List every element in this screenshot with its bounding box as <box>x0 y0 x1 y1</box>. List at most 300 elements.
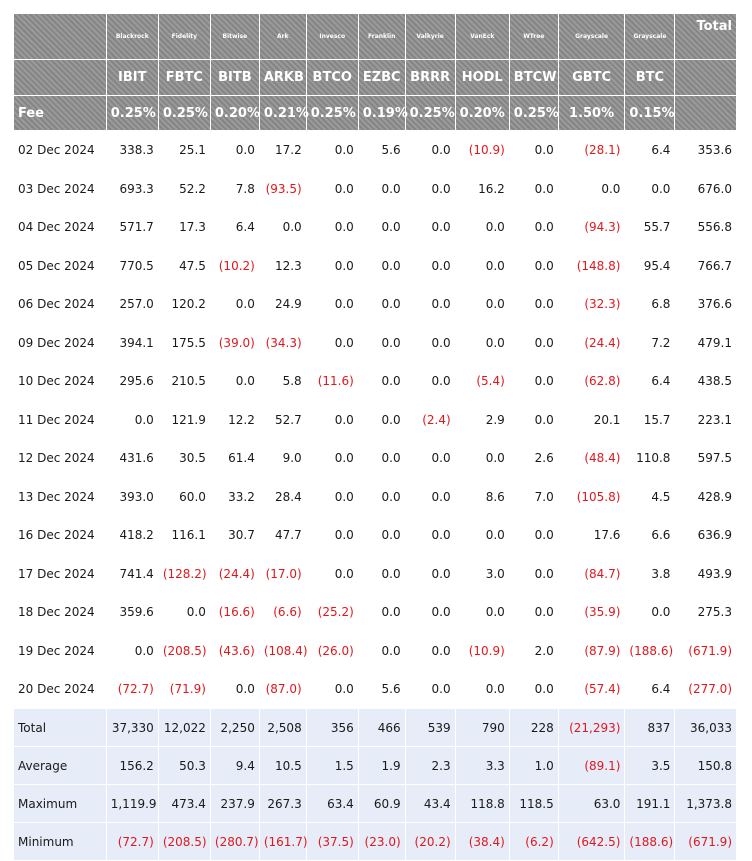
flow-cell: 0.0 <box>456 439 509 477</box>
flow-cell: (280.7) <box>211 823 259 860</box>
flow-cell: 61.4 <box>211 439 259 477</box>
flow-cell: 24.9 <box>260 285 306 323</box>
flow-cell: 55.7 <box>625 208 674 246</box>
flow-cell: (72.7) <box>107 823 158 860</box>
flow-cell: 4.5 <box>625 478 674 515</box>
summary-row <box>14 823 736 860</box>
flow-cell: 6.4 <box>211 208 259 246</box>
flow-cell: 210.5 <box>159 362 210 400</box>
date-cell: 13 Dec 2024 <box>14 478 106 515</box>
flow-cell: (128.2) <box>159 555 210 592</box>
flow-cell: 110.8 <box>625 439 674 477</box>
ticker-header-row <box>14 60 736 95</box>
flow-cell: (16.6) <box>211 593 259 631</box>
provider-header: Franklin <box>359 14 405 59</box>
flow-cell: 1.9 <box>359 747 405 784</box>
flow-cell: 3.0 <box>456 555 509 592</box>
flow-cell: 5.6 <box>359 131 405 169</box>
flow-cell: 267.3 <box>260 785 306 822</box>
flow-cell: 0.0 <box>307 247 358 284</box>
flow-cell: 12.3 <box>260 247 306 284</box>
flow-cell: 257.0 <box>107 285 158 323</box>
flow-cell: (28.1) <box>559 131 625 169</box>
total-cell: 36,033 <box>675 709 736 746</box>
flow-cell: (32.3) <box>559 285 625 323</box>
flow-cell: 0.0 <box>359 401 405 438</box>
fee-cell: 0.25% <box>406 96 455 130</box>
flow-cell: 2.9 <box>456 401 509 438</box>
flow-cell: 30.5 <box>159 439 210 477</box>
provider-header: Fidelity <box>159 14 210 59</box>
flow-cell: 0.0 <box>456 208 509 246</box>
fee-cell: 1.50% <box>559 96 625 130</box>
flow-cell: 0.0 <box>510 285 558 323</box>
flow-cell: (87.0) <box>260 670 306 708</box>
flow-cell: 16.2 <box>456 170 509 207</box>
flow-cell: 6.6 <box>625 516 674 554</box>
flow-cell: 0.0 <box>211 670 259 708</box>
flow-cell: (48.4) <box>559 439 625 477</box>
flow-cell: 0.0 <box>211 362 259 400</box>
flow-cell: 0.0 <box>359 478 405 515</box>
flow-cell: 50.3 <box>159 747 210 784</box>
flow-cell: (72.7) <box>107 670 158 708</box>
total-cell: 556.8 <box>675 208 736 246</box>
flow-cell: (21,293) <box>559 709 625 746</box>
date-cell: 06 Dec 2024 <box>14 285 106 323</box>
summary-label: Minimum <box>14 823 106 860</box>
ticker-header: BRRR <box>406 60 455 95</box>
flow-cell: (17.0) <box>260 555 306 592</box>
flow-cell: (25.2) <box>307 593 358 631</box>
flow-cell: 418.2 <box>107 516 158 554</box>
table-row <box>14 362 736 400</box>
flow-cell: 43.4 <box>406 785 455 822</box>
flow-cell: 394.1 <box>107 324 158 361</box>
flow-cell: 3.8 <box>625 555 674 592</box>
flow-cell: 12,022 <box>159 709 210 746</box>
flow-cell: 95.4 <box>625 247 674 284</box>
total-cell: (671.9) <box>675 823 736 860</box>
flow-cell: 1.0 <box>510 747 558 784</box>
provider-header: VanEck <box>456 14 509 59</box>
ticker-header: BTCW <box>510 60 558 95</box>
flow-cell: 431.6 <box>107 439 158 477</box>
total-cell: 1,373.8 <box>675 785 736 822</box>
table-row <box>14 131 736 169</box>
flow-cell: 37,330 <box>107 709 158 746</box>
fee-cell: 0.25% <box>307 96 358 130</box>
summary-row <box>14 709 736 746</box>
flow-cell: (5.4) <box>456 362 509 400</box>
flow-cell: 47.5 <box>159 247 210 284</box>
flow-cell: 0.0 <box>456 324 509 361</box>
flow-cell: 0.0 <box>307 401 358 438</box>
flow-cell: (39.0) <box>211 324 259 361</box>
total-header: Total <box>675 14 736 59</box>
date-cell: 18 Dec 2024 <box>14 593 106 631</box>
flow-cell: 120.2 <box>159 285 210 323</box>
ticker-header: IBIT <box>107 60 158 95</box>
flow-cell: 0.0 <box>510 208 558 246</box>
flow-cell: 2.6 <box>510 439 558 477</box>
provider-header: WTree <box>510 14 558 59</box>
flow-cell: 0.0 <box>307 516 358 554</box>
table-row <box>14 555 736 592</box>
table-row <box>14 401 736 438</box>
table-row <box>14 208 736 246</box>
flow-cell: 571.7 <box>107 208 158 246</box>
flow-cell: 539 <box>406 709 455 746</box>
date-cell: 19 Dec 2024 <box>14 632 106 669</box>
flow-cell: 0.0 <box>406 170 455 207</box>
flow-cell: 2.0 <box>510 632 558 669</box>
date-cell: 20 Dec 2024 <box>14 670 106 708</box>
fee-cell: 0.20% <box>456 96 509 130</box>
flow-cell: (38.4) <box>456 823 509 860</box>
date-cell: 09 Dec 2024 <box>14 324 106 361</box>
provider-header: Bitwise <box>211 14 259 59</box>
fee-cell: 0.21% <box>260 96 306 130</box>
flow-cell: (84.7) <box>559 555 625 592</box>
flow-cell: 295.6 <box>107 362 158 400</box>
total-cell: 438.5 <box>675 362 736 400</box>
total-cell: 479.1 <box>675 324 736 361</box>
ticker-header: BTC <box>625 60 674 95</box>
flow-cell: 0.0 <box>159 593 210 631</box>
flow-cell: 30.7 <box>211 516 259 554</box>
flow-cell: 0.0 <box>559 170 625 207</box>
total-cell: 428.9 <box>675 478 736 515</box>
date-cell: 11 Dec 2024 <box>14 401 106 438</box>
flow-cell: 0.0 <box>406 516 455 554</box>
flow-cell: 175.5 <box>159 324 210 361</box>
flow-cell: 0.0 <box>359 285 405 323</box>
flow-cell: (71.9) <box>159 670 210 708</box>
date-cell: 10 Dec 2024 <box>14 362 106 400</box>
flow-cell: (11.6) <box>307 362 358 400</box>
fee-cell: 0.15% <box>625 96 674 130</box>
date-cell: 17 Dec 2024 <box>14 555 106 592</box>
flow-cell: 9.0 <box>260 439 306 477</box>
ticker-header: HODL <box>456 60 509 95</box>
table-row <box>14 285 736 323</box>
flow-cell: 0.0 <box>359 632 405 669</box>
flow-cell: (94.3) <box>559 208 625 246</box>
flow-cell: 25.1 <box>159 131 210 169</box>
flow-cell: 60.0 <box>159 478 210 515</box>
flow-cell: 0.0 <box>307 670 358 708</box>
flow-cell: 0.0 <box>307 324 358 361</box>
flow-cell: 0.0 <box>307 439 358 477</box>
ticker-header: EZBC <box>359 60 405 95</box>
flow-cell: 0.0 <box>406 670 455 708</box>
total-cell: 376.6 <box>675 285 736 323</box>
summary-label: Maximum <box>14 785 106 822</box>
total-cell: 353.6 <box>675 131 736 169</box>
table-row <box>14 170 736 207</box>
ticker-header: FBTC <box>159 60 210 95</box>
flow-cell: 0.0 <box>406 439 455 477</box>
date-cell: 05 Dec 2024 <box>14 247 106 284</box>
flow-cell: 1.5 <box>307 747 358 784</box>
flow-cell: (105.8) <box>559 478 625 515</box>
flow-cell: 12.2 <box>211 401 259 438</box>
table-body <box>14 14 736 860</box>
flow-cell: 0.0 <box>456 670 509 708</box>
flow-cell: 15.7 <box>625 401 674 438</box>
flow-cell: 0.0 <box>406 285 455 323</box>
flow-cell: 52.7 <box>260 401 306 438</box>
total-cell: (277.0) <box>675 670 736 708</box>
provider-header: Grayscale <box>559 14 625 59</box>
flow-cell: (148.8) <box>559 247 625 284</box>
flow-cell: 2.3 <box>406 747 455 784</box>
fee-cell: 0.19% <box>359 96 405 130</box>
empty-header-cell <box>675 96 736 130</box>
flow-cell: (35.9) <box>559 593 625 631</box>
date-cell: 04 Dec 2024 <box>14 208 106 246</box>
date-cell: 12 Dec 2024 <box>14 439 106 477</box>
flow-cell: 338.3 <box>107 131 158 169</box>
flow-cell: (26.0) <box>307 632 358 669</box>
flow-cell: 0.0 <box>510 247 558 284</box>
flow-cell: 473.4 <box>159 785 210 822</box>
flow-cell: 693.3 <box>107 170 158 207</box>
total-cell: 275.3 <box>675 593 736 631</box>
flow-cell: (161.7) <box>260 823 306 860</box>
flow-cell: 0.0 <box>359 439 405 477</box>
flow-cell: 0.0 <box>406 555 455 592</box>
flow-cell: 0.0 <box>107 632 158 669</box>
flow-cell: 0.0 <box>406 478 455 515</box>
flow-cell: 6.4 <box>625 131 674 169</box>
flow-cell: 20.1 <box>559 401 625 438</box>
flow-cell: 0.0 <box>359 208 405 246</box>
flow-cell: 0.0 <box>510 362 558 400</box>
etf-flows-table <box>13 13 737 861</box>
table-row <box>14 593 736 631</box>
flow-cell: 28.4 <box>260 478 306 515</box>
provider-header-row <box>14 14 736 59</box>
flow-cell: 63.4 <box>307 785 358 822</box>
flow-cell: 0.0 <box>307 208 358 246</box>
flow-cell: 0.0 <box>406 593 455 631</box>
flow-cell: (89.1) <box>559 747 625 784</box>
flow-cell: (87.9) <box>559 632 625 669</box>
flow-cell: 0.0 <box>260 208 306 246</box>
total-cell: 636.9 <box>675 516 736 554</box>
flow-cell: (108.4) <box>260 632 306 669</box>
flow-cell: 0.0 <box>359 516 405 554</box>
flow-cell: 6.4 <box>625 670 674 708</box>
table-row <box>14 324 736 361</box>
flow-cell: 0.0 <box>625 593 674 631</box>
flow-cell: 0.0 <box>510 324 558 361</box>
flow-cell: 0.0 <box>307 285 358 323</box>
flow-cell: 118.8 <box>456 785 509 822</box>
flow-cell: 5.6 <box>359 670 405 708</box>
flow-cell: 0.0 <box>510 170 558 207</box>
flow-cell: 7.0 <box>510 478 558 515</box>
provider-header: Blackrock <box>107 14 158 59</box>
flow-cell: 8.6 <box>456 478 509 515</box>
flow-cell: 118.5 <box>510 785 558 822</box>
flow-cell: 47.7 <box>260 516 306 554</box>
flow-cell: (208.5) <box>159 823 210 860</box>
table-row <box>14 439 736 477</box>
flow-cell: 9.4 <box>211 747 259 784</box>
flow-cell: 0.0 <box>510 401 558 438</box>
corner-cell <box>14 14 106 59</box>
fee-cell: 0.25% <box>510 96 558 130</box>
flow-cell: 0.0 <box>406 362 455 400</box>
ticker-header: BITB <box>211 60 259 95</box>
flow-cell: (6.2) <box>510 823 558 860</box>
flow-cell: (57.4) <box>559 670 625 708</box>
flow-cell: 466 <box>359 709 405 746</box>
flow-cell: 3.3 <box>456 747 509 784</box>
flow-cell: 10.5 <box>260 747 306 784</box>
flow-cell: (23.0) <box>359 823 405 860</box>
flow-cell: (10.9) <box>456 131 509 169</box>
flow-cell: 0.0 <box>211 285 259 323</box>
flow-cell: 0.0 <box>456 247 509 284</box>
flow-cell: 2,250 <box>211 709 259 746</box>
flow-cell: 0.0 <box>456 516 509 554</box>
flow-cell: 0.0 <box>625 170 674 207</box>
flow-cell: 0.0 <box>510 593 558 631</box>
flow-cell: 0.0 <box>359 593 405 631</box>
flow-cell: (62.8) <box>559 362 625 400</box>
summary-row <box>14 747 736 784</box>
flow-cell: (10.9) <box>456 632 509 669</box>
fee-cell: 0.20% <box>211 96 259 130</box>
fee-cell: 0.25% <box>107 96 158 130</box>
summary-label: Average <box>14 747 106 784</box>
flow-cell: 228 <box>510 709 558 746</box>
flow-cell: 156.2 <box>107 747 158 784</box>
flow-cell: 356 <box>307 709 358 746</box>
flow-cell: 5.8 <box>260 362 306 400</box>
summary-row <box>14 785 736 822</box>
flow-cell: (188.6) <box>625 823 674 860</box>
total-cell: (671.9) <box>675 632 736 669</box>
total-cell: 150.8 <box>675 747 736 784</box>
table-row <box>14 670 736 708</box>
flow-cell: 0.0 <box>307 478 358 515</box>
flow-cell: 0.0 <box>510 670 558 708</box>
ticker-header: ARKB <box>260 60 306 95</box>
flow-cell: 1,119.9 <box>107 785 158 822</box>
flow-cell: 237.9 <box>211 785 259 822</box>
flow-cell: 0.0 <box>359 247 405 284</box>
flow-cell: 2,508 <box>260 709 306 746</box>
provider-header: Invesco <box>307 14 358 59</box>
flow-cell: 0.0 <box>510 131 558 169</box>
ticker-header: BTCO <box>307 60 358 95</box>
flow-cell: 359.6 <box>107 593 158 631</box>
fee-label: Fee <box>14 96 106 130</box>
flow-cell: 116.1 <box>159 516 210 554</box>
provider-header: Ark <box>260 14 306 59</box>
flow-cell: 0.0 <box>510 555 558 592</box>
flow-cell: 0.0 <box>510 516 558 554</box>
flow-cell: (10.2) <box>211 247 259 284</box>
total-cell: 493.9 <box>675 555 736 592</box>
flow-cell: (208.5) <box>159 632 210 669</box>
table-row <box>14 516 736 554</box>
total-cell: 766.7 <box>675 247 736 284</box>
table-row <box>14 478 736 515</box>
flow-cell: 0.0 <box>359 324 405 361</box>
provider-header: Valkyrie <box>406 14 455 59</box>
flow-cell: 0.0 <box>107 401 158 438</box>
flow-cell: (24.4) <box>559 324 625 361</box>
flow-cell: 0.0 <box>406 632 455 669</box>
flow-cell: (43.6) <box>211 632 259 669</box>
flow-cell: 60.9 <box>359 785 405 822</box>
flow-cell: 0.0 <box>406 131 455 169</box>
flow-cell: 0.0 <box>307 131 358 169</box>
total-cell: 597.5 <box>675 439 736 477</box>
flow-cell: 790 <box>456 709 509 746</box>
date-cell: 02 Dec 2024 <box>14 131 106 169</box>
flow-cell: 6.8 <box>625 285 674 323</box>
flow-cell: (37.5) <box>307 823 358 860</box>
flow-cell: 0.0 <box>456 285 509 323</box>
flow-cell: 0.0 <box>359 555 405 592</box>
total-cell: 676.0 <box>675 170 736 207</box>
flow-cell: 770.5 <box>107 247 158 284</box>
summary-label: Total <box>14 709 106 746</box>
flow-cell: (34.3) <box>260 324 306 361</box>
fee-cell: 0.25% <box>159 96 210 130</box>
flow-cell: (24.4) <box>211 555 259 592</box>
flow-cell: 0.0 <box>307 555 358 592</box>
flow-cell: 0.0 <box>406 208 455 246</box>
empty-header-cell <box>675 60 736 95</box>
flow-cell: 837 <box>625 709 674 746</box>
flow-cell: 0.0 <box>406 324 455 361</box>
flow-cell: (642.5) <box>559 823 625 860</box>
flow-cell: 0.0 <box>359 170 405 207</box>
flow-cell: 0.0 <box>406 247 455 284</box>
flow-cell: 121.9 <box>159 401 210 438</box>
flow-cell: (6.6) <box>260 593 306 631</box>
flow-cell: (188.6) <box>625 632 674 669</box>
flow-cell: 0.0 <box>456 593 509 631</box>
flow-cell: 0.0 <box>211 131 259 169</box>
ticker-header: GBTC <box>559 60 625 95</box>
etf-flows-table-container <box>13 13 737 861</box>
flow-cell: 17.6 <box>559 516 625 554</box>
flow-cell: 17.2 <box>260 131 306 169</box>
table-row <box>14 632 736 669</box>
flow-cell: 52.2 <box>159 170 210 207</box>
flow-cell: 63.0 <box>559 785 625 822</box>
table-row <box>14 247 736 284</box>
flow-cell: (2.4) <box>406 401 455 438</box>
flow-cell: 3.5 <box>625 747 674 784</box>
flow-cell: 0.0 <box>307 170 358 207</box>
flow-cell: 393.0 <box>107 478 158 515</box>
flow-cell: 741.4 <box>107 555 158 592</box>
flow-cell: (20.2) <box>406 823 455 860</box>
empty-header-cell <box>14 60 106 95</box>
flow-cell: 191.1 <box>625 785 674 822</box>
flow-cell: (93.5) <box>260 170 306 207</box>
